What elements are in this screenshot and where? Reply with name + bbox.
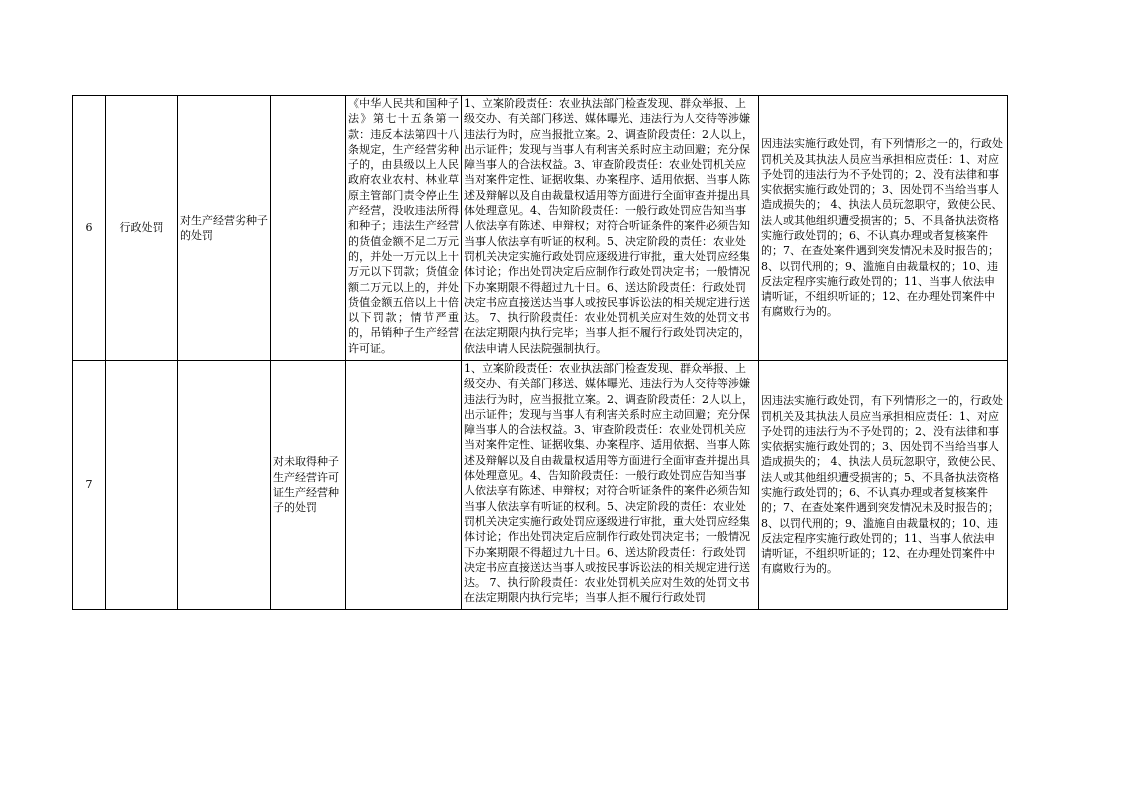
responsibility-text: 1、立案阶段责任：农业执法部门检查发现、群众举报、上级交办、有关部门移送、媒体曝光、违法行为人交待等涉嫌违法行为时，应当报批立案。2、调查阶段责任：2人以上，出示证件；发现与当事人有利害关系时应主动回避；充分保障当事人的合法权益。3、审查阶段责任：农业处罚机关应当对案件定性、证据收集、办案程序、适用依据、当事人陈述及辩解以及自由裁量权适用等方面进行全面审查并提出具体处理意见。4、告知阶段责任：一般行政处罚应告知当事人依法享有陈述、申辩权；对符合听证条件的案件必须告知当事人依法享有听证的权利。5、决定阶段的责任：农业处罚机关决定实施行政处罚应逐级进行审批，重大处罚应经集体讨论；作出处罚决定后应制作行政处罚决定书；一般情况下办案期限不得超过九十日。6、送达阶段责任：行政处罚决定书应直接送达当事人或按民事诉讼法的相关规定进行送达。 7、执行阶段责任：农业处罚机关应对生效的处罚文书在法定期限内执行完毕；当事人拒不履行行政处罚 [464,362,753,605]
accountability-text: 因违法实施行政处罚，有下列情形之一的，行政处罚机关及其执法人员应当承担相应责任：1、对应予处罚的违法行为不予处罚的；2、没有法律和事实依据实施行政处罚的；3、因处罚不当给当事人造成损失的； 4、执法人员玩忽职守，致使公民、法人或其他组织遭受损害的；5、不具备执法资格实施行政处罚的；6、不认真办理或者复核案件的；7、在查处案件遇到突发情况未及时报告的；8、以罚代刑的；9、滥施自由裁量权的；10、违反法定程序实施行政处罚的；11、当事人依法申请听证，不组织听证的；12、在办理处罚案件中有腐败行为的。 [761,394,1003,576]
power-list-table [72,95,1008,610]
sub-item-cell [271,96,346,361]
item-name: 对生产经营劣种子的处罚 [180,213,268,242]
accountability-cell [759,361,1008,610]
responsibility-text: 1、立案阶段责任：农业执法部门检查发现、群众举报、上级交办、有关部门移送、媒体曝光、违法行为人交待等涉嫌违法行为时，应当报批立案。2、调查阶段责任：2人以上，出示证件；发现与当事人有利害关系时应主动回避；充分保障当事人的合法权益。3、审查阶段责任：农业处罚机关应当对案件定性、证据收集、办案程序、适用依据、当事人陈述及辩解以及自由裁量权适用等方面进行全面审查并提出具体处理意见。4、告知阶段责任：一般行政处罚应告知当事人依法享有陈述、申辩权；对符合听证条件的案件必须告知当事人依法享有听证的权利。5、决定阶段的责任：农业处罚机关决定实施行政处罚应逐级进行审批，重大处罚应经集体讨论；作出处罚决定后应制作行政处罚决定书；一般情况下办案期限不得超过九十日。6、送达阶段责任：行政处罚决定书应直接送达当事人或按民事诉讼法的相关规定进行送达。 7、执行阶段责任：农业处罚机关应对生效的处罚文书在法定期限内执行完毕；当事人拒不履行行政处罚决定的，依法申请人民法院强制执行。 [464,97,753,355]
accountability-cell [759,96,1008,361]
table-row [73,361,1008,610]
power-type-cell [106,96,178,361]
legal-basis-cell [346,96,462,361]
row-number: 7 [85,478,93,492]
accountability-text: 因违法实施行政处罚，有下列情形之一的，行政处罚机关及其执法人员应当承担相应责任：1、对应予处罚的违法行为不予处罚的；2、没有法律和事实依据实施行政处罚的；3、因处罚不当给当事人造成损失的； 4、执法人员玩忽职守，致使公民、法人或其他组织遭受损害的；5、不具备执法资格实施行政处罚的；6、不认真办理或者复核案件的；7、在查处案件遇到突发情况未及时报告的；8、以罚代刑的；9、滥施自由裁量权的；10、违反法定程序实施行政处罚的；11、当事人依法申请听证，不组织听证的；12、在办理处罚案件中有腐败行为的。 [761,137,1003,319]
power-type-cell [106,361,178,610]
sub-item-name: 对未取得种子生产经营许可证生产经营种子的处罚 [273,455,339,515]
table-row [73,96,1008,361]
responsibility-cell [462,361,759,610]
legal-basis-cell [346,361,462,610]
row-number: 6 [85,221,93,235]
item-name-cell [178,96,271,361]
row-number-cell [73,96,106,361]
responsibility-cell [462,96,759,361]
power-type: 行政处罚 [119,221,164,235]
sub-item-cell [271,361,346,610]
item-name-cell [178,361,271,610]
row-number-cell [73,361,106,610]
legal-basis-text: 《中华人民共和国种子法》第七十五条第一款：违反本法第四十八条规定，生产经营劣种子的，由县级以上人民政府农业农村、林业草原主管部门责令停止生产经营，没收违法所得和种子；违法生产经营的货值金额不足二万元的，并处一万元以上十万元以下罚款；货值金额二万元以上的，并处货值金额五倍以上十倍以下罚款；情节严重的，吊销种子生产经营许可证。 [348,97,459,355]
